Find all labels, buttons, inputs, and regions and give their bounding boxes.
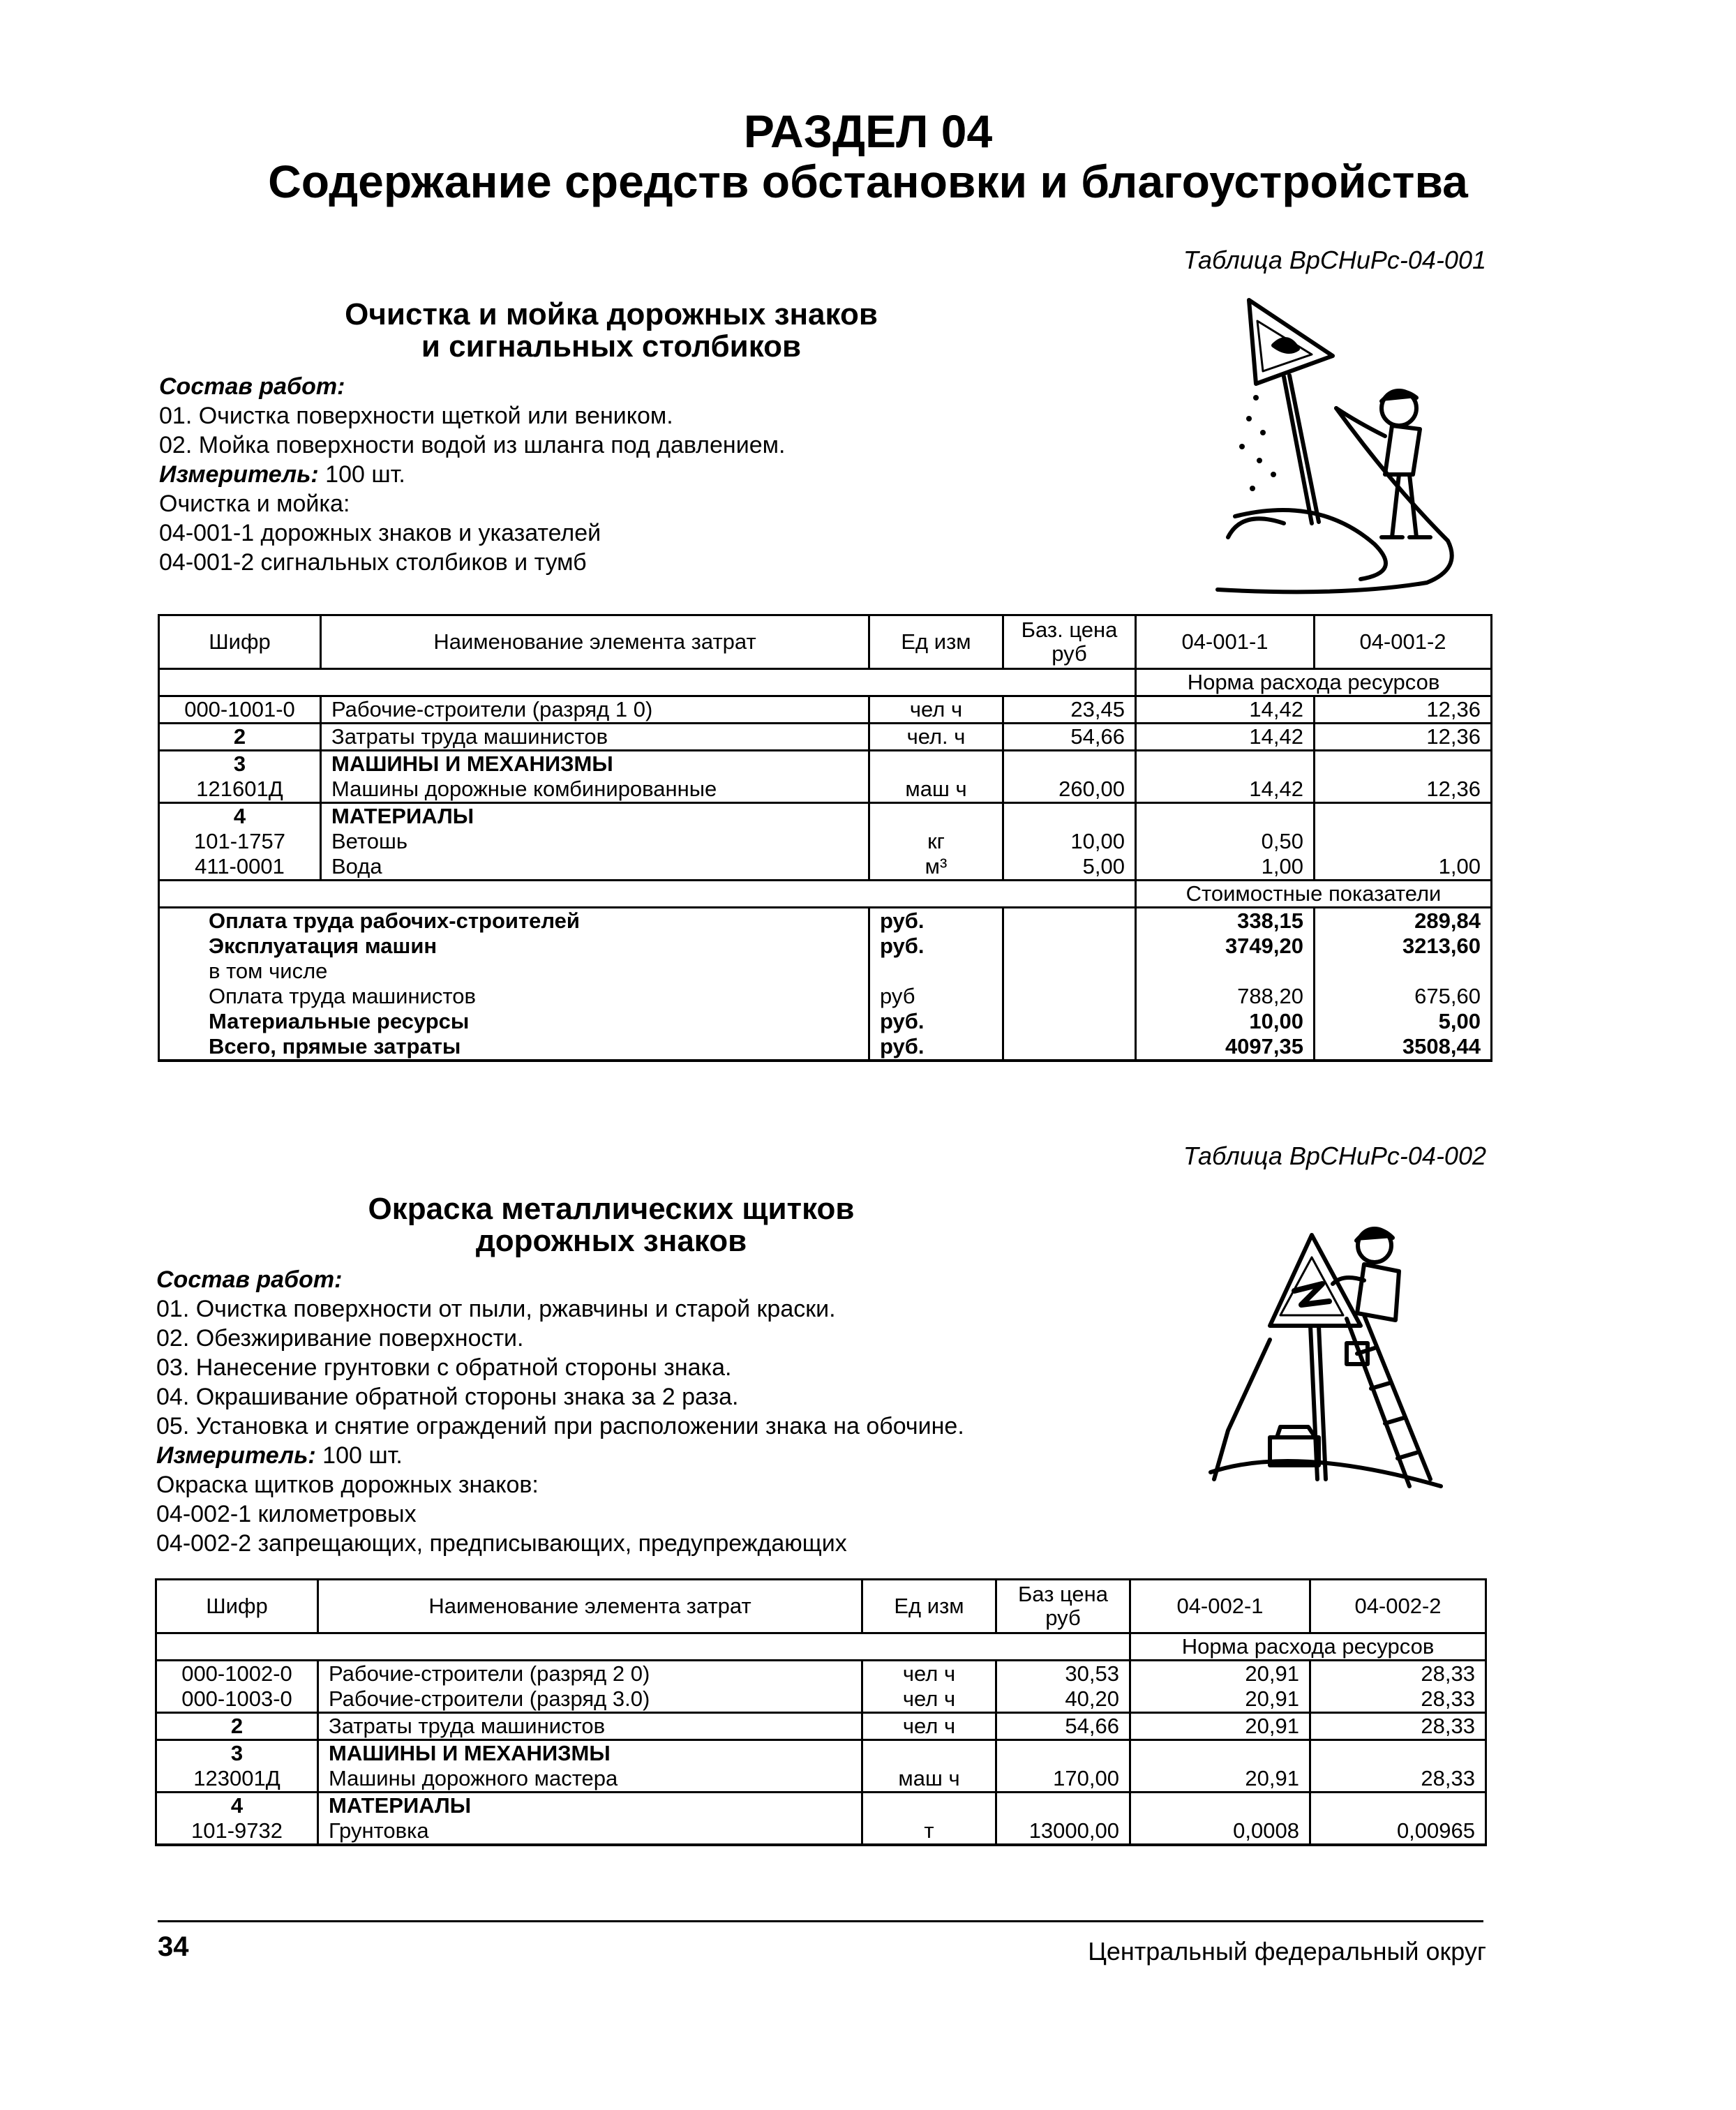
table1-r6-v1: 1,00 — [1136, 854, 1315, 881]
table-row — [159, 803, 1492, 830]
table2-work-5: 05. Установка и снятие ограждений при расположении знака на обочине. — [156, 1413, 964, 1439]
table-row — [159, 696, 1492, 724]
table1-c4-unit: руб. — [869, 1009, 1003, 1034]
table1-header-col1: 04-001-1 — [1136, 615, 1315, 669]
table1-title-line1: Очистка и мойка дорожных знаков — [345, 297, 878, 331]
table1-item-2: 04-001-2 сигнальных столбиков и тумб — [159, 549, 587, 576]
table2-r0-code: 000-1002-0 — [156, 1661, 318, 1687]
table1-work-1: 01. Очистка поверхности щеткой или веником. — [159, 403, 673, 429]
table2-r0-price: 30,53 — [996, 1661, 1130, 1687]
table1-intro: Очистка и мойка: — [159, 491, 350, 517]
table1-r1-v2: 12,36 — [1315, 724, 1492, 751]
table2-r0-unit: чел ч — [862, 1661, 996, 1687]
table1-r0-price: 23,45 — [1003, 696, 1136, 724]
table1-r5-v1: 0,50 — [1136, 829, 1315, 854]
table1-r2-code: 3 — [159, 751, 321, 777]
table2-r1-name: Рабочие-строители (разряд 3.0) — [318, 1686, 862, 1713]
table1-norm-label-row — [159, 669, 1492, 696]
table1-r1-price: 54,66 — [1003, 724, 1136, 751]
table1-cost-label: Стоимостные показатели — [1136, 881, 1492, 908]
table1-header-name: Наименование элемента затрат — [321, 615, 869, 669]
table1-label: Таблица ВрСНиРс-04-001 — [1183, 246, 1486, 274]
table1-header-price-line1: Баз. цена — [1021, 618, 1118, 642]
table2-r0-v1: 20,91 — [1130, 1661, 1310, 1687]
table1-r3-price: 260,00 — [1003, 777, 1136, 803]
table2-r5-code: 4 — [156, 1793, 318, 1819]
table2-r6-code: 101-9732 — [156, 1818, 318, 1845]
table1-r6-price: 5,00 — [1003, 854, 1136, 881]
table2-work-3: 03. Нанесение грунтовки с обратной стороны знака. — [156, 1354, 732, 1381]
table1-meter-label: Измеритель: — [159, 461, 319, 488]
table2-r2-unit: чел ч — [862, 1713, 996, 1740]
table2-norm-label-row — [156, 1633, 1486, 1661]
footer-region: Центральный федеральный округ — [1088, 1937, 1486, 1966]
table-row — [156, 1766, 1486, 1793]
table2-r3-name: МАШИНЫ И МЕХАНИЗМЫ — [318, 1740, 862, 1767]
table1-header-row — [159, 615, 1492, 669]
table1-r5-v2 — [1315, 829, 1492, 854]
table2-r2-price: 54,66 — [996, 1713, 1130, 1740]
table2-r1-unit: чел ч — [862, 1686, 996, 1713]
table2-work-heading: Состав работ: — [156, 1266, 343, 1293]
table2-norm-label: Норма расхода ресурсов — [1130, 1633, 1486, 1661]
table1-r0-name: Рабочие-строители (разряд 1 0) — [321, 696, 869, 724]
table1-c5-v2: 3508,44 — [1315, 1034, 1492, 1061]
sign-painting-illustration — [1207, 1214, 1458, 1493]
table-row — [159, 1034, 1492, 1061]
table1-r1-code: 2 — [159, 724, 321, 751]
table1-c0-name: Оплата труда рабочих-строителей — [159, 908, 869, 934]
table1-header-price — [1003, 615, 1136, 669]
table1-r4-name: МАТЕРИАЛЫ — [321, 803, 869, 830]
section-title: РАЗДЕЛ 04 — [743, 105, 993, 157]
table1-r6-unit: м³ — [869, 854, 1003, 881]
table1-r1-name: Затраты труда машинистов — [321, 724, 869, 751]
table2-r6-v2: 0,00965 — [1310, 1818, 1486, 1845]
sign-washing-illustration — [1207, 286, 1486, 600]
table1-c1-v2: 3213,60 — [1315, 934, 1492, 959]
table2-r0-name: Рабочие-строители (разряд 2 0) — [318, 1661, 862, 1687]
table1-r6-v2: 1,00 — [1315, 854, 1492, 881]
table2-r3-code: 3 — [156, 1740, 318, 1767]
table-row — [159, 751, 1492, 777]
table2-r1-code: 000-1003-0 — [156, 1686, 318, 1713]
table1-r0-code: 000-1001-0 — [159, 696, 321, 724]
table2-r6-unit: т — [862, 1818, 996, 1845]
table2-title-line1: Окраска металлических щитков — [368, 1192, 855, 1226]
table1-r3-v2: 12,36 — [1315, 777, 1492, 803]
table1-title-line2: и сигнальных столбиков — [421, 329, 802, 364]
table1-r2-name: МАШИНЫ И МЕХАНИЗМЫ — [321, 751, 869, 777]
table1-meter — [159, 461, 405, 489]
table1-r5-name: Ветошь — [321, 829, 869, 854]
table1-cost-label-row — [159, 881, 1492, 908]
table-row — [159, 854, 1492, 881]
table2-title-line2: дорожных знаков — [475, 1224, 747, 1258]
table1-norm-label: Норма расхода ресурсов — [1136, 669, 1492, 696]
table1-c1-name: Эксплуатация машин — [159, 934, 869, 959]
table1-header-price-line2: руб — [1052, 641, 1087, 666]
table1-c4-name: Материальные ресурсы — [159, 1009, 869, 1034]
table1-c2-name: в том числе — [159, 959, 869, 984]
table2-work-1: 01. Очистка поверхности от пыли, ржавчины и старой краски. — [156, 1296, 836, 1322]
table2-r4-v2: 28,33 — [1310, 1766, 1486, 1793]
table2-r4-v1: 20,91 — [1130, 1766, 1310, 1793]
table1-header-unit: Ед изм — [869, 615, 1003, 669]
table1-c0-unit: руб. — [869, 908, 1003, 934]
table2-r2-code: 2 — [156, 1713, 318, 1740]
table2-r6-v1: 0,0008 — [1130, 1818, 1310, 1845]
table2-work-4: 04. Окрашивание обратной стороны знака за 2 раза. — [156, 1384, 739, 1410]
table-row — [159, 777, 1492, 803]
table1-r1-unit: чел. ч — [869, 724, 1003, 751]
table-row — [159, 1009, 1492, 1034]
table-row — [156, 1713, 1486, 1740]
table2-work-2: 02. Обезжиривание поверхности. — [156, 1325, 524, 1352]
page-number: 34 — [158, 1931, 189, 1962]
table2-r4-price: 170,00 — [996, 1766, 1130, 1793]
table1-r3-code: 121601Д — [159, 777, 321, 803]
table1-item-1: 04-001-1 дорожных знаков и указателей — [159, 520, 601, 546]
table2-meter — [156, 1442, 403, 1470]
table2-r5-name: МАТЕРИАЛЫ — [318, 1793, 862, 1819]
table1-header-code: Шифр — [159, 615, 321, 669]
table1-c4-v2: 5,00 — [1315, 1009, 1492, 1034]
table2-r0-v2: 28,33 — [1310, 1661, 1486, 1687]
table2-label: Таблица ВрСНиРс-04-002 — [1183, 1142, 1486, 1170]
table1-r5-unit: кг — [869, 829, 1003, 854]
table-row — [156, 1661, 1486, 1687]
table2-header-col1: 04-002-1 — [1130, 1580, 1310, 1633]
table1-r5-price: 10,00 — [1003, 829, 1136, 854]
table2-header-code: Шифр — [156, 1580, 318, 1633]
table-row — [159, 724, 1492, 751]
table2-header-price — [996, 1580, 1130, 1633]
table2-r6-price: 13000,00 — [996, 1818, 1130, 1845]
table2-grid — [155, 1578, 1487, 1846]
table1-work-heading: Состав работ: — [159, 373, 345, 400]
table1-r0-unit: чел ч — [869, 696, 1003, 724]
table2-r4-unit: маш ч — [862, 1766, 996, 1793]
table1-c3-name: Оплата труда машинистов — [159, 984, 869, 1009]
table1-c3-v1: 788,20 — [1136, 984, 1315, 1009]
table1-c1-unit: руб. — [869, 934, 1003, 959]
table2-r1-v2: 28,33 — [1310, 1686, 1486, 1713]
footer-rule — [158, 1920, 1483, 1922]
table1-work-2: 02. Мойка поверхности водой из шланга под давлением. — [159, 432, 786, 458]
table1-c5-unit: руб. — [869, 1034, 1003, 1061]
table2-header-price-line2: руб — [1045, 1606, 1081, 1630]
table2-meter-value: 100 шт. — [315, 1442, 403, 1469]
table1-c3-unit: руб — [869, 984, 1003, 1009]
table1-grid — [158, 614, 1492, 1062]
table1-r6-code: 411-0001 — [159, 854, 321, 881]
table-row — [159, 959, 1492, 984]
table-row — [156, 1818, 1486, 1845]
table2-intro: Окраска щитков дорожных знаков: — [156, 1472, 539, 1498]
table1-r3-v1: 14,42 — [1136, 777, 1315, 803]
table2-r4-name: Машины дорожного мастера — [318, 1766, 862, 1793]
table2-item-1: 04-002-1 километровых — [156, 1501, 417, 1527]
table2-r2-name: Затраты труда машинистов — [318, 1713, 862, 1740]
table1-c4-v1: 10,00 — [1136, 1009, 1315, 1034]
table1-r6-name: Вода — [321, 854, 869, 881]
table-row — [156, 1686, 1486, 1713]
table2-r1-price: 40,20 — [996, 1686, 1130, 1713]
section-subtitle: Содержание средств обстановки и благоустройства — [268, 156, 1468, 207]
table1-r3-name: Машины дорожные комбинированные — [321, 777, 869, 803]
table-row — [156, 1793, 1486, 1819]
table-row — [159, 934, 1492, 959]
table-row — [156, 1740, 1486, 1767]
table2-r2-v2: 28,33 — [1310, 1713, 1486, 1740]
table2-header-unit: Ед изм — [862, 1580, 996, 1633]
table1-r1-v1: 14,42 — [1136, 724, 1315, 751]
table-row — [159, 908, 1492, 934]
table2-header-price-line1: Баз цена — [1017, 1582, 1109, 1606]
table1-r0-v2: 12,36 — [1315, 696, 1492, 724]
table2-r6-name: Грунтовка — [318, 1818, 862, 1845]
table2-item-2: 04-002-2 запрещающих, предписывающих, предупреждающих — [156, 1530, 847, 1557]
table2-header-name: Наименование элемента затрат — [318, 1580, 862, 1633]
table2-meter-label: Измеритель: — [156, 1442, 316, 1469]
table2-r2-v1: 20,91 — [1130, 1713, 1310, 1740]
table2-r1-v1: 20,91 — [1130, 1686, 1310, 1713]
table2-header-col2: 04-002-2 — [1310, 1580, 1486, 1633]
table1-c3-v2: 675,60 — [1315, 984, 1492, 1009]
table1-r5-code: 101-1757 — [159, 829, 321, 854]
table-row — [159, 829, 1492, 854]
table2-r4-code: 123001Д — [156, 1766, 318, 1793]
table1-c5-v1: 4097,35 — [1136, 1034, 1315, 1061]
table1-header-col2: 04-001-2 — [1315, 615, 1492, 669]
table1-c5-name: Всего, прямые затраты — [159, 1034, 869, 1061]
table1-c0-v1: 338,15 — [1136, 908, 1315, 934]
table1-r0-v1: 14,42 — [1136, 696, 1315, 724]
table1-r4-code: 4 — [159, 803, 321, 830]
table2-header-row — [156, 1580, 1486, 1633]
table1-c0-v2: 289,84 — [1315, 908, 1492, 934]
table-row — [159, 984, 1492, 1009]
table1-r3-unit: маш ч — [869, 777, 1003, 803]
table1-meter-value: 100 шт. — [318, 461, 405, 488]
table1-c1-v1: 3749,20 — [1136, 934, 1315, 959]
